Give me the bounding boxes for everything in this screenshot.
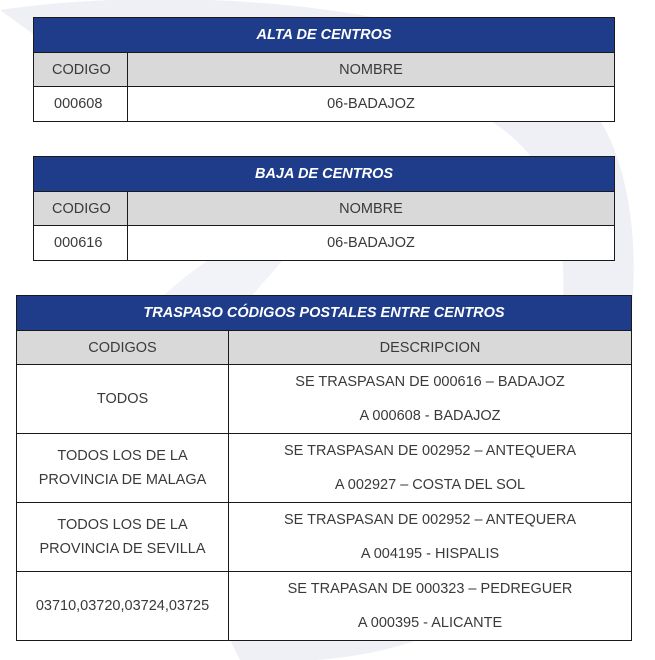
column-header-descripcion: DESCRIPCION bbox=[229, 331, 632, 365]
alta-centros-table bbox=[33, 17, 615, 122]
descripcion-line-1: SE TRAPASAN DE 000323 – PEDREGUER bbox=[287, 581, 573, 597]
codigos-line: 03710,03720,03724,03725 bbox=[35, 598, 210, 614]
descripcion-line-2: A 000395 - ALICANTE bbox=[357, 615, 503, 631]
column-header-codigo: CODIGO bbox=[34, 192, 128, 226]
table-row bbox=[34, 226, 615, 261]
cell-descripcion bbox=[229, 365, 632, 434]
descripcion-line-2: A 000608 - BADAJOZ bbox=[359, 408, 501, 424]
cell-nombre: 06-BADAJOZ bbox=[128, 87, 615, 122]
codigos-line-1: TODOS LOS DE LA bbox=[57, 517, 188, 533]
codigos-line-1: TODOS LOS DE LA bbox=[57, 448, 188, 464]
column-header-codigos: CODIGOS bbox=[17, 331, 229, 365]
table-row bbox=[17, 365, 632, 434]
cell-codigos bbox=[17, 572, 229, 641]
descripcion-line-1: SE TRASPASAN DE 002952 – ANTEQUERA bbox=[284, 443, 577, 459]
baja-centros-table bbox=[33, 156, 615, 261]
cell-descripcion bbox=[229, 503, 632, 572]
descripcion-line-2: A 002927 – COSTA DEL SOL bbox=[334, 477, 526, 493]
cell-descripcion bbox=[229, 572, 632, 641]
column-header-codigo: CODIGO bbox=[34, 53, 128, 87]
table-row bbox=[17, 503, 632, 572]
descripcion-line-2: A 004195 - HISPALIS bbox=[360, 546, 500, 562]
table-row bbox=[17, 434, 632, 503]
table-row bbox=[34, 87, 615, 122]
descripcion-line-1: SE TRASPASAN DE 000616 – BADAJOZ bbox=[295, 374, 565, 390]
descripcion-line-1: SE TRASPASAN DE 002952 – ANTEQUERA bbox=[284, 512, 577, 528]
codigos-line-2: PROVINCIA DE SEVILLA bbox=[39, 541, 206, 557]
table-header-row bbox=[34, 192, 615, 226]
baja-centros-title: BAJA DE CENTROS bbox=[34, 157, 615, 192]
cell-codigos bbox=[17, 365, 229, 434]
cell-nombre: 06-BADAJOZ bbox=[128, 226, 615, 261]
cell-codigo: 000608 bbox=[34, 87, 128, 122]
column-header-nombre: NOMBRE bbox=[128, 53, 615, 87]
alta-centros-title: ALTA DE CENTROS bbox=[34, 18, 615, 53]
codigos-line-2: PROVINCIA DE MALAGA bbox=[38, 472, 207, 488]
table-row bbox=[17, 572, 632, 641]
codigos-line: TODOS bbox=[96, 391, 149, 407]
cell-codigos bbox=[17, 434, 229, 503]
cell-descripcion bbox=[229, 434, 632, 503]
cell-codigos bbox=[17, 503, 229, 572]
traspaso-codigos-postales-table bbox=[16, 295, 632, 641]
traspaso-title: TRASPASO CÓDIGOS POSTALES ENTRE CENTROS bbox=[17, 296, 632, 331]
table-header-row bbox=[17, 331, 632, 365]
column-header-nombre: NOMBRE bbox=[128, 192, 615, 226]
cell-codigo: 000616 bbox=[34, 226, 128, 261]
table-header-row bbox=[34, 53, 615, 87]
